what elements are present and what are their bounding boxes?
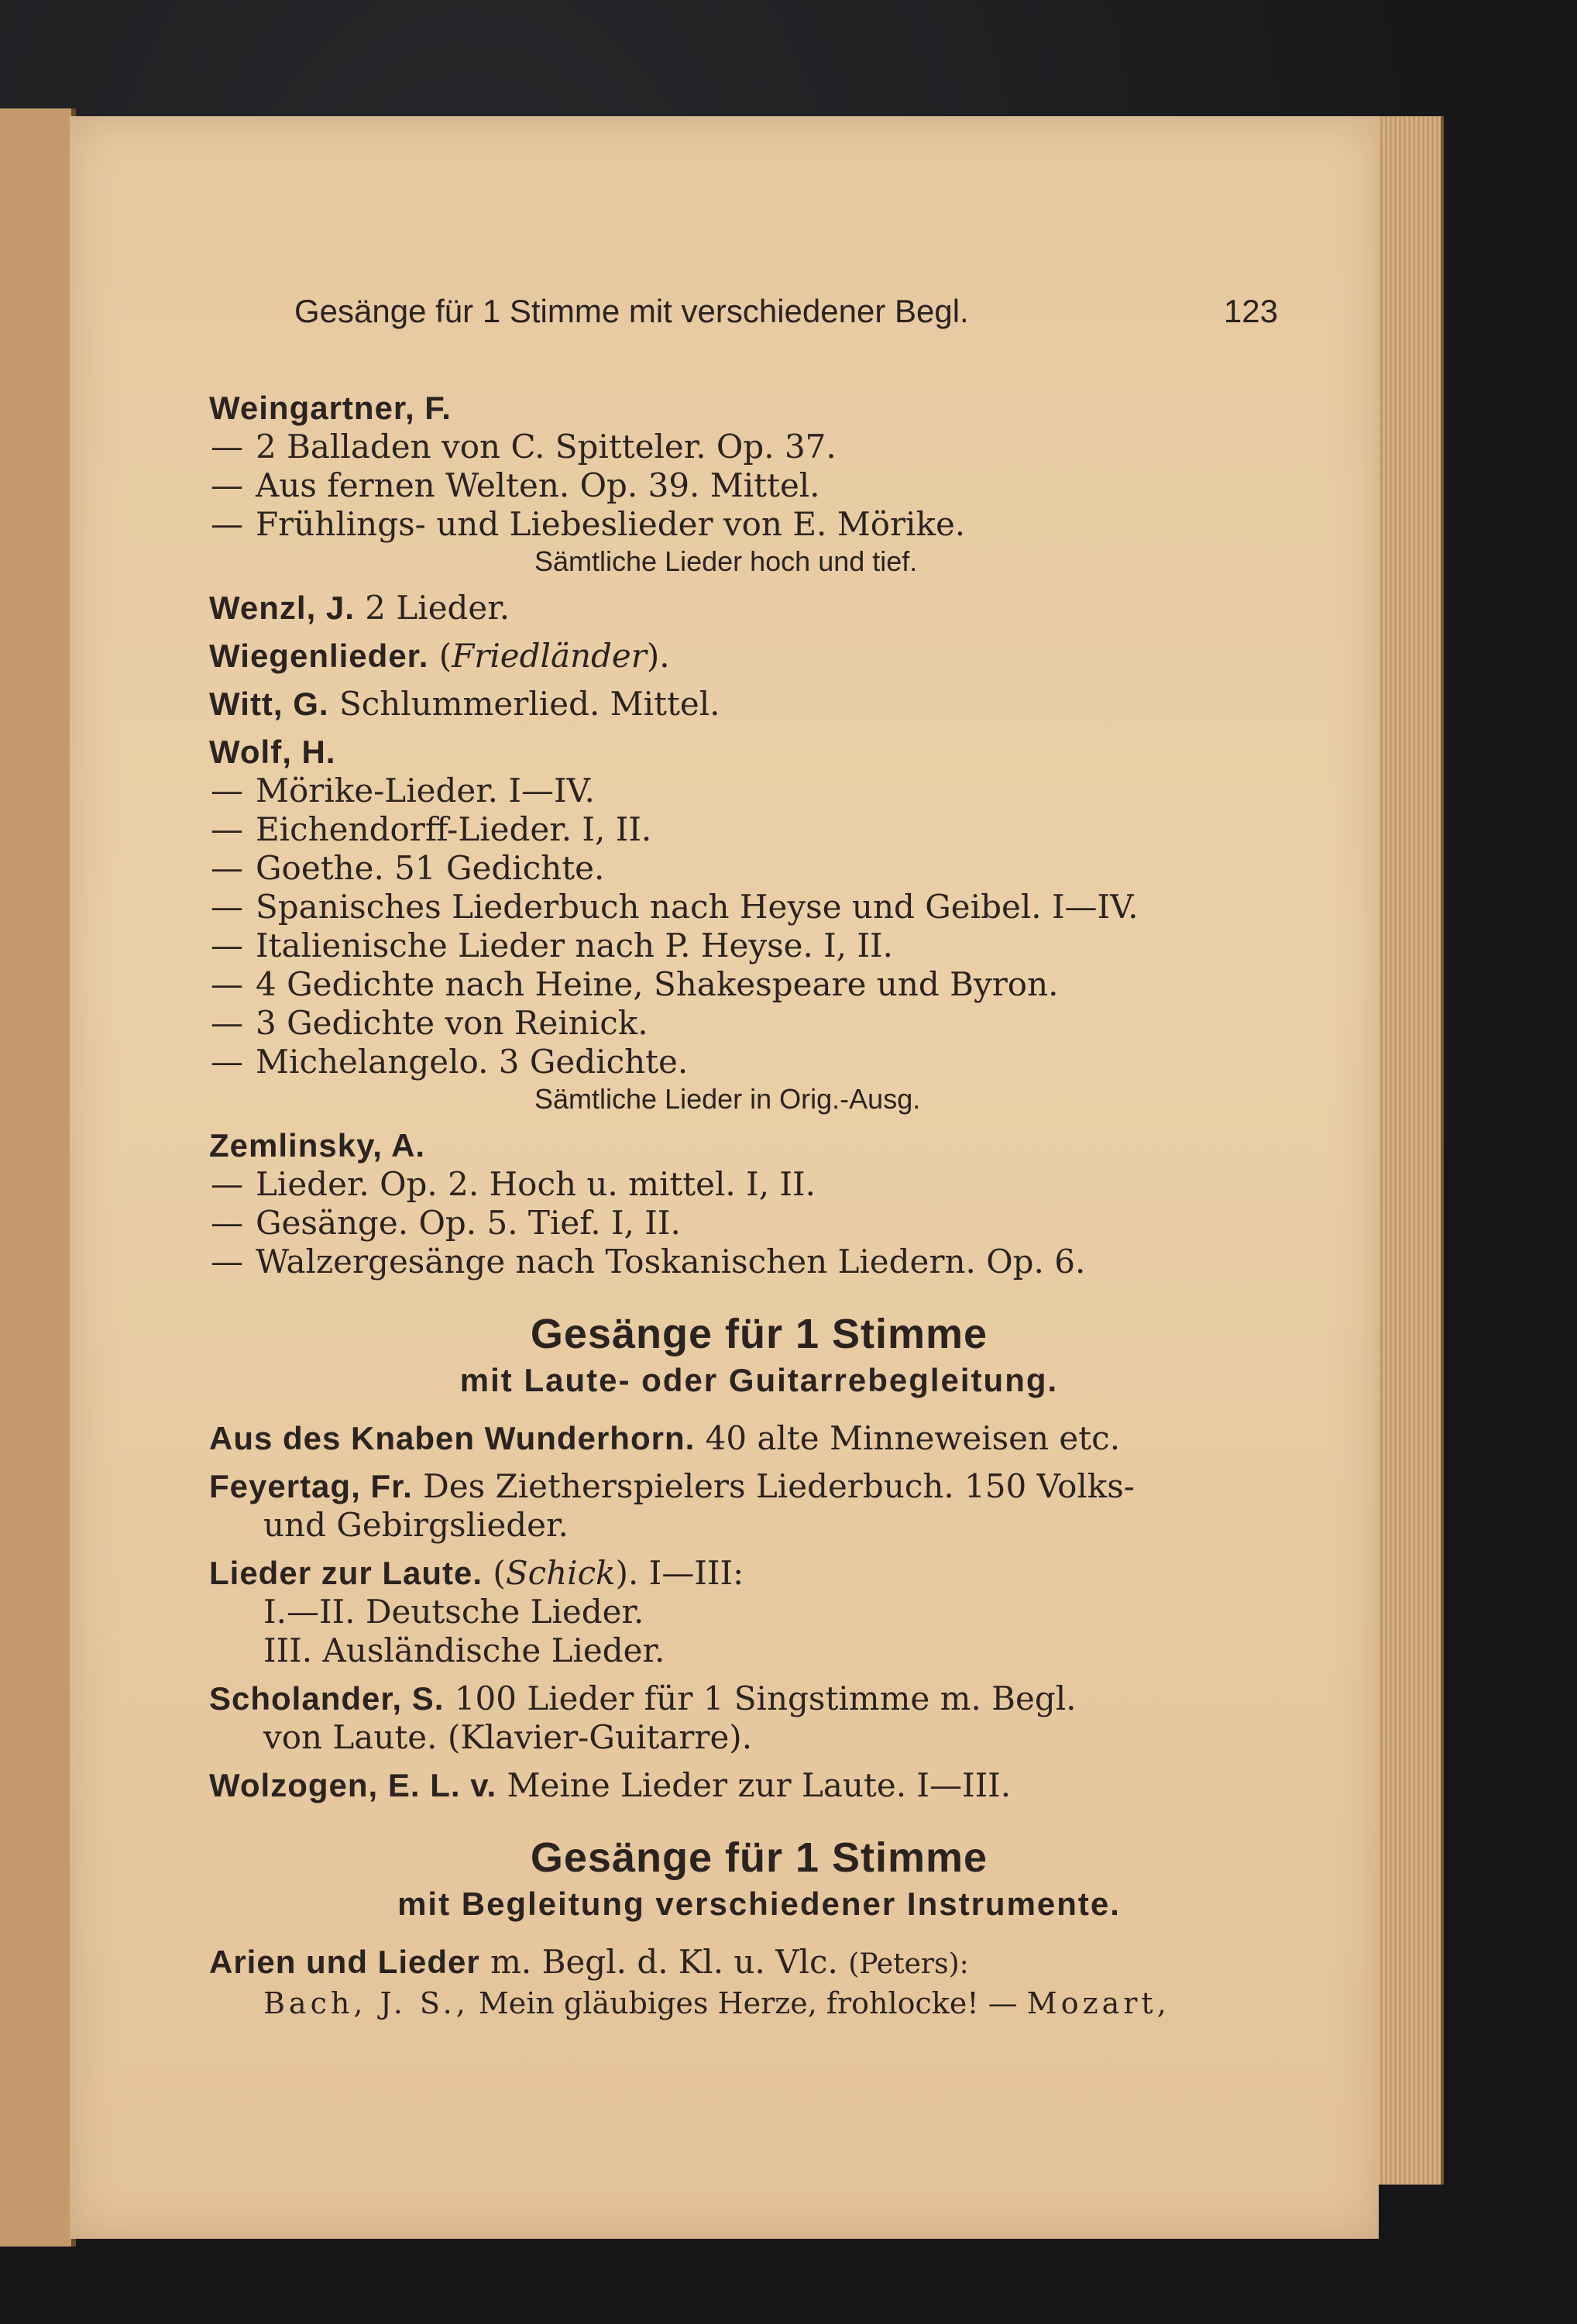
book-page [70,116,1379,2239]
previous-page-edge [0,108,76,2247]
entry-scholander: Scholander, S. 100 Lieder für 1 Singstimme m. Begl. [209,1679,1077,1717]
list-item: — 4 Gedichte nach Heine, Shakespeare und Byron. [211,965,1059,1003]
entry-knaben: Aus des Knaben Wunderhorn. 40 alte Minneweisen etc. [209,1419,1121,1457]
section-subtitle-instrumente: mit Begleitung verschiedener Instrumente. [397,1886,1121,1922]
entry-note: Sämtliche Lieder hoch und tief. [534,545,918,577]
entry-arien: Arien und Lieder m. Begl. d. Kl. u. Vlc. (Peters): [209,1943,969,1981]
entry-feyertag: Feyertag, Fr. Des Zietherspielers Liederbuch. 150 Volks- [209,1467,1135,1505]
entry-lieder-laute: Lieder zur Laute. (Schick). I—III: [209,1554,744,1592]
list-item: — Walzergesänge nach Toskanischen Liedern. Op. 6. [211,1243,1086,1281]
running-header-title: Gesänge für 1 Stimme mit verschiedener Begl. [294,293,969,329]
list-item: — Mörike-Lieder. I—IV. [211,772,595,810]
entry-sub-line: III. Ausländische Lieder. [263,1631,665,1669]
page-number: 123 [1223,293,1278,329]
list-item: — 2 Balladen von C. Spitteler. Op. 37. [211,428,837,466]
entry-wiegenlieder: Wiegenlieder. (Friedländer). [209,637,670,675]
entry-sub-line: I.—II. Deutsche Lieder. [263,1593,644,1631]
list-item: — Lieder. Op. 2. Hoch u. mittel. I, II. [211,1165,816,1203]
catalog-entries [209,389,1309,2023]
section-title-laute: Gesänge für 1 Stimme [530,1311,988,1357]
list-item: — Frühlings- und Liebeslieder von E. Mörike. [211,505,966,543]
composer-wolf: Wolf, H. [209,734,336,770]
entry-note: Sämtliche Lieder in Orig.-Ausg. [534,1083,921,1115]
section-title-instrumente: Gesänge für 1 Stimme [530,1834,988,1881]
list-item: — Goethe. 51 Gedichte. [211,849,605,887]
entry-continuation: von Laute. (Klavier-Guitarre). [263,1718,753,1756]
list-item: — Italienische Lieder nach P. Heyse. I, II. [211,927,893,964]
composer-weingartner: Weingartner, F. [209,390,452,426]
entry-wolzogen: Wolzogen, E. L. v. Meine Lieder zur Laute. I—III. [209,1766,1012,1804]
list-item: — Gesänge. Op. 5. Tief. I, II. [211,1204,681,1242]
section-subtitle-laute: mit Laute- oder Guitarrebegleitung. [459,1362,1059,1398]
list-item: — Spanisches Liederbuch nach Heyse und Geibel. I—IV. [211,888,1139,926]
running-header [294,293,1278,330]
entry-bach-mozart: Bach, J. S., Mein gläubiges Herze, frohlocke! — Mozart, [263,1986,1170,2020]
list-item: — Michelangelo. 3 Gedichte. [211,1043,689,1081]
entry-wenzl: Wenzl, J. 2 Lieder. [209,589,510,627]
list-item: — 3 Gedichte von Reinick. [211,1004,648,1042]
list-item: — Aus fernen Welten. Op. 39. Mittel. [211,466,820,504]
composer-zemlinsky: Zemlinsky, A. [209,1127,426,1164]
entry-continuation: und Gebirgslieder. [263,1506,569,1544]
entry-witt: Witt, G. Schlummerlied. Mittel. [209,685,720,723]
page-content [70,116,1379,2239]
list-item: — Eichendorff-Lieder. I, II. [211,810,652,848]
